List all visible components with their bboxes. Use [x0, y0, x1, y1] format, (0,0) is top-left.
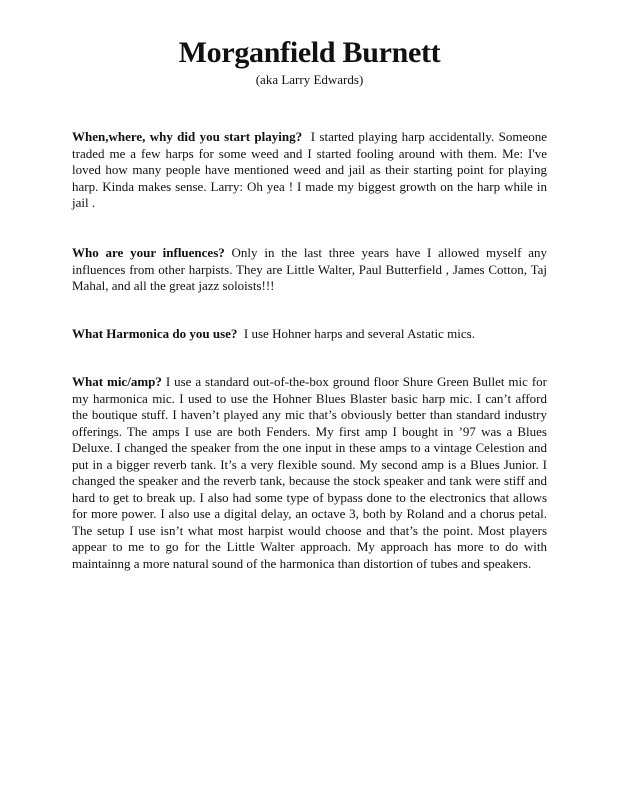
answer-text: Only in the last three years have I allowed myself any influences from other harpists. They are Little Walter, Paul Butterfield , James Cotton, Taj Mahal, and all the great jazz soloists!!!: [72, 245, 547, 293]
question-text: When,where, why did you start playing?: [72, 129, 303, 144]
question-text: Who are your influences?: [72, 245, 225, 260]
page-title: Morganfield Burnett: [178, 36, 441, 69]
question-text: What mic/amp?: [72, 374, 162, 389]
qa-paragraph-mic-amp: [72, 374, 547, 572]
qa-paragraph-influences: [72, 245, 547, 295]
page-subtitle: (aka Larry Edwards): [255, 72, 364, 87]
answer-text: I started playing harp accidentally. Someone traded me a few harps for some weed and I started fooling around with them. Me: I've loved how many people have mentioned weed and jail as their starting point for playing harp. Kinda makes sense. Larry: Oh yea ! I made my biggest growth on the harp while in jail .: [72, 129, 547, 210]
qa-paragraph-harmonica: [72, 326, 547, 343]
answer-text: I use a standard out-of-the-box ground floor Shure Green Bullet mic for my harmonica mic. I used to use the Hohner Blues Blaster basic harp mic. I can’t afford the boutique stuff. I haven’t played any mic that’s obviously better than standard industry offerings. The amps I use are both Fenders. My first amp I bought in ’97 was a Blues Deluxe. I changed the speaker from the one input in these amps to a vintage Celestion and put in a bigger reverb tank. It’s a very flexible sound. My second amp is a Blues Junior. I changed the speaker and the reverb tank, because the stock speaker and tank were stiff and hard to get to break up. I also had some type of bypass done to the electronics that allows for more power. I also use a digital delay, an octave 3, both by Roland and a chorus petal. The setup I use isn’t what most harpist would choose and that’s the point. Most players appear to me to go for the Little Walter approach. My approach has more to do with maintainng a more natural sound of the harmonica than distortion of tubes and speakers.: [72, 374, 547, 571]
answer-text: I use Hohner harps and several Astatic mics.: [243, 326, 475, 341]
question-text: What Harmonica do you use?: [72, 326, 238, 341]
qa-paragraph-start-playing: [72, 129, 547, 212]
